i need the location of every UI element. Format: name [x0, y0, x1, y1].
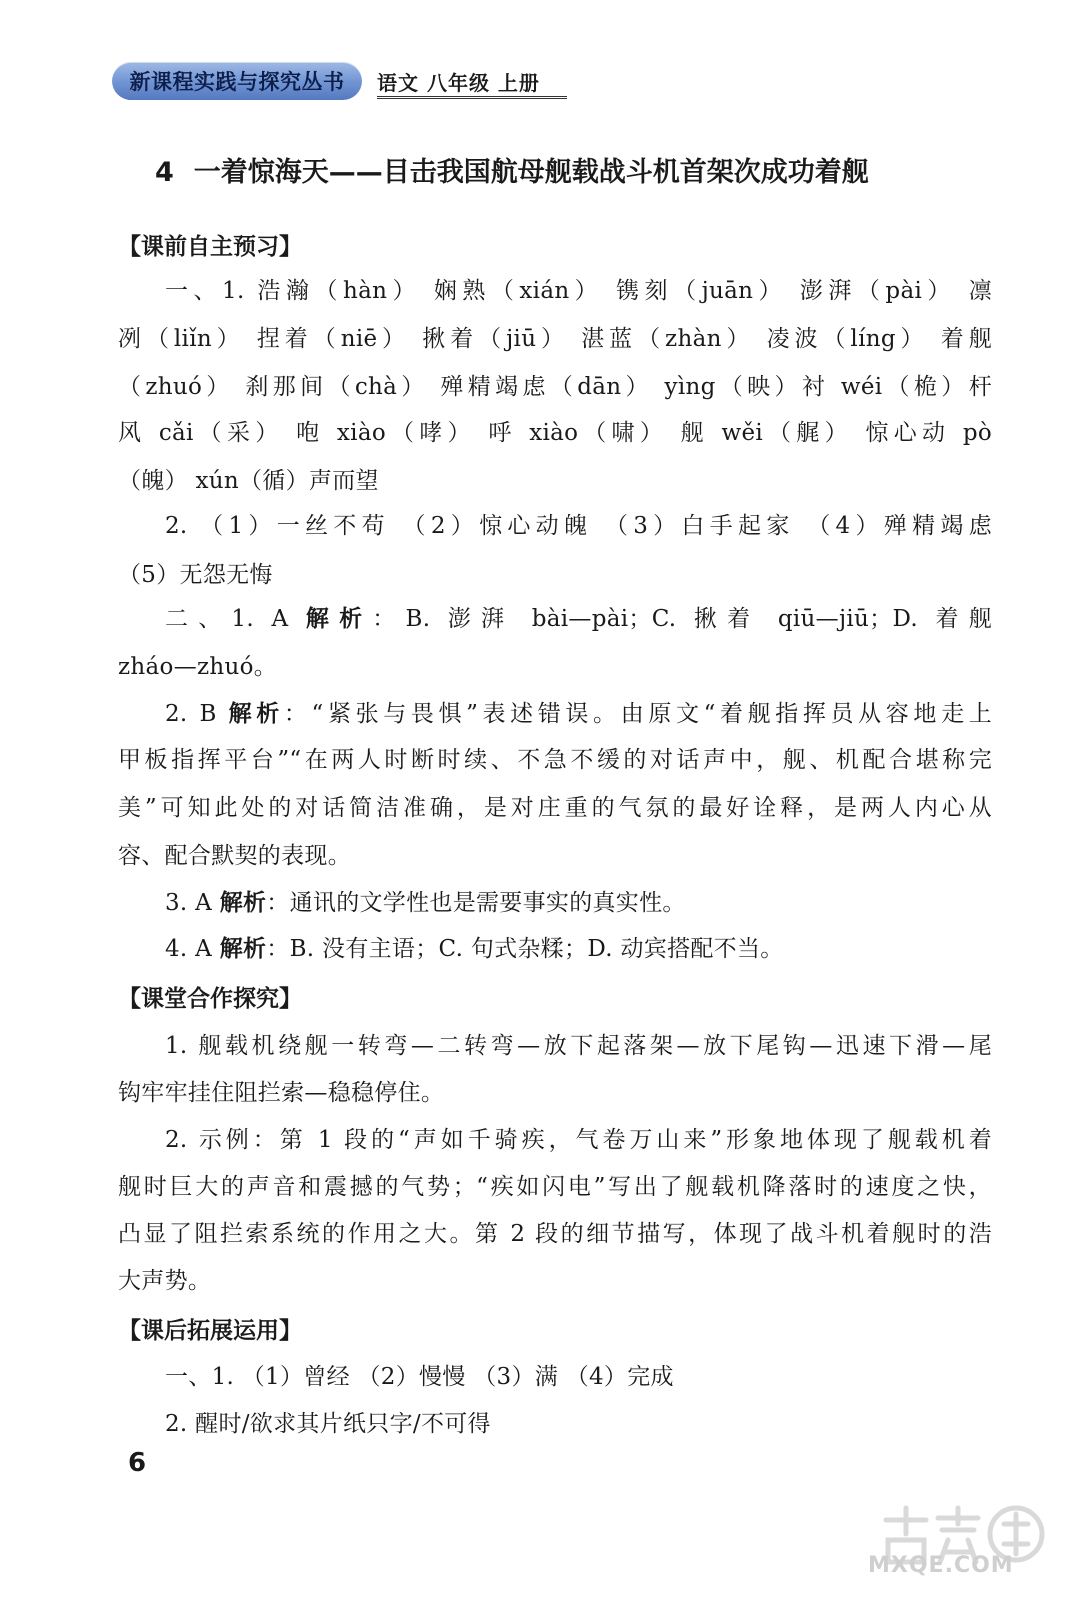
answer-line: 大声势。 [118, 1268, 212, 1294]
watermark-logo-icon [876, 1500, 1056, 1592]
answer-line: 2. B 解析：“紧张与畏惧”表述错误。由原文“着舰指挥员从容地走上 [165, 701, 993, 727]
answer-line: 二、1. A 解析：B. 澎湃 bài—pài；C. 揪着 qiū—jiū；D. 着舰 [165, 606, 992, 632]
answer-line: 凸显了阻拦索系统的作用之大。第 2 段的细节描写，体现了战斗机着舰时的浩 [118, 1221, 992, 1247]
lesson-title-text: 一着惊海天——目击我国航母舰载战斗机首架次成功着舰 [193, 157, 869, 188]
answer-line: 2. 醒时/欲求其片纸只字/不可得 [165, 1411, 491, 1437]
answer-line: （魄） xún（循）声而望 [118, 468, 379, 494]
answer-line: 1. 舰载机绕舰一转弯—二转弯—放下起落架—放下尾钩—迅速下滑—尾 [165, 1033, 992, 1059]
answer-line: 3. A 解析：通讯的文学性也是需要事实的真实性。 [165, 890, 686, 916]
watermark-text: MXQE.COM [868, 1553, 1014, 1578]
answer-line: zháo—zhuó。 [118, 654, 278, 680]
analysis-label: 解析 [228, 701, 284, 727]
answer-line: 2. （1）一丝不苟 （2）惊心动魄 （3）白手起家 （4）殚精竭虑 [165, 513, 992, 539]
answer-line: 2. 示例：第 1 段的“声如千骑疾，气卷万山来”形象地体现了舰载机着 [165, 1127, 992, 1153]
answer-line: （5）无怨无悔 [118, 562, 273, 588]
section-extend-heading: 【课后拓展运用】 [118, 1318, 302, 1344]
answer-line: 钩牢牢挂住阻拦索—稳稳停住。 [118, 1080, 445, 1106]
lesson-number: 4 [155, 157, 174, 188]
answer-line: （zhuó） 刹那间（chà） 殚精竭虑（dān） yìng（映）衬 wéi（桅）杆 [118, 374, 992, 400]
lesson-title [155, 150, 955, 189]
answer-line: 甲板指挥平台”“在两人时断时续、不急不缓的对话声中，舰、机配合堪称完 [118, 747, 992, 773]
series-badge [112, 62, 362, 100]
analysis-label: 解析 [219, 936, 267, 962]
answer-line: 冽（liǐn） 捏着（niē） 揪着（jiū） 湛蓝（zhàn） 凌波（líng） 着舰 [118, 326, 992, 352]
answer-line: 容、配合默契的表现。 [118, 843, 351, 869]
analysis-label: 解析 [305, 606, 373, 632]
section-preview-heading: 【课前自主预习】 [118, 234, 302, 260]
series-title: 新课程实践与探究丛书 [129, 70, 345, 94]
section-coop-heading: 【课堂合作探究】 [118, 986, 302, 1012]
subject-label: 语文 八年级 上册 [377, 66, 567, 99]
answer-line: 一、1. 浩瀚（hàn） 娴熟（xián） 镌刻（juān） 澎湃（pài） 凛 [165, 278, 992, 304]
analysis-label: 解析 [219, 890, 267, 916]
answer-line: 舰时巨大的声音和震撼的气势；“疾如闪电”写出了舰载机降落时的速度之快， [118, 1174, 992, 1200]
answer-line: 4. A 解析：B. 没有主语；C. 句式杂糅；D. 动宾搭配不当。 [165, 936, 784, 962]
answer-line: 一、1. （1）曾经 （2）慢慢 （3）满 （4）完成 [165, 1364, 674, 1390]
page-number: 6 [128, 1448, 147, 1478]
answer-line: 风 cǎi（采） 咆 xiào（哮） 呼 xiào（啸） 舰 wěi（艉） 惊心动 pò [118, 420, 992, 446]
answer-line: 美”可知此处的对话简洁准确，是对庄重的气氛的最好诠释，是两人内心从 [118, 795, 992, 821]
